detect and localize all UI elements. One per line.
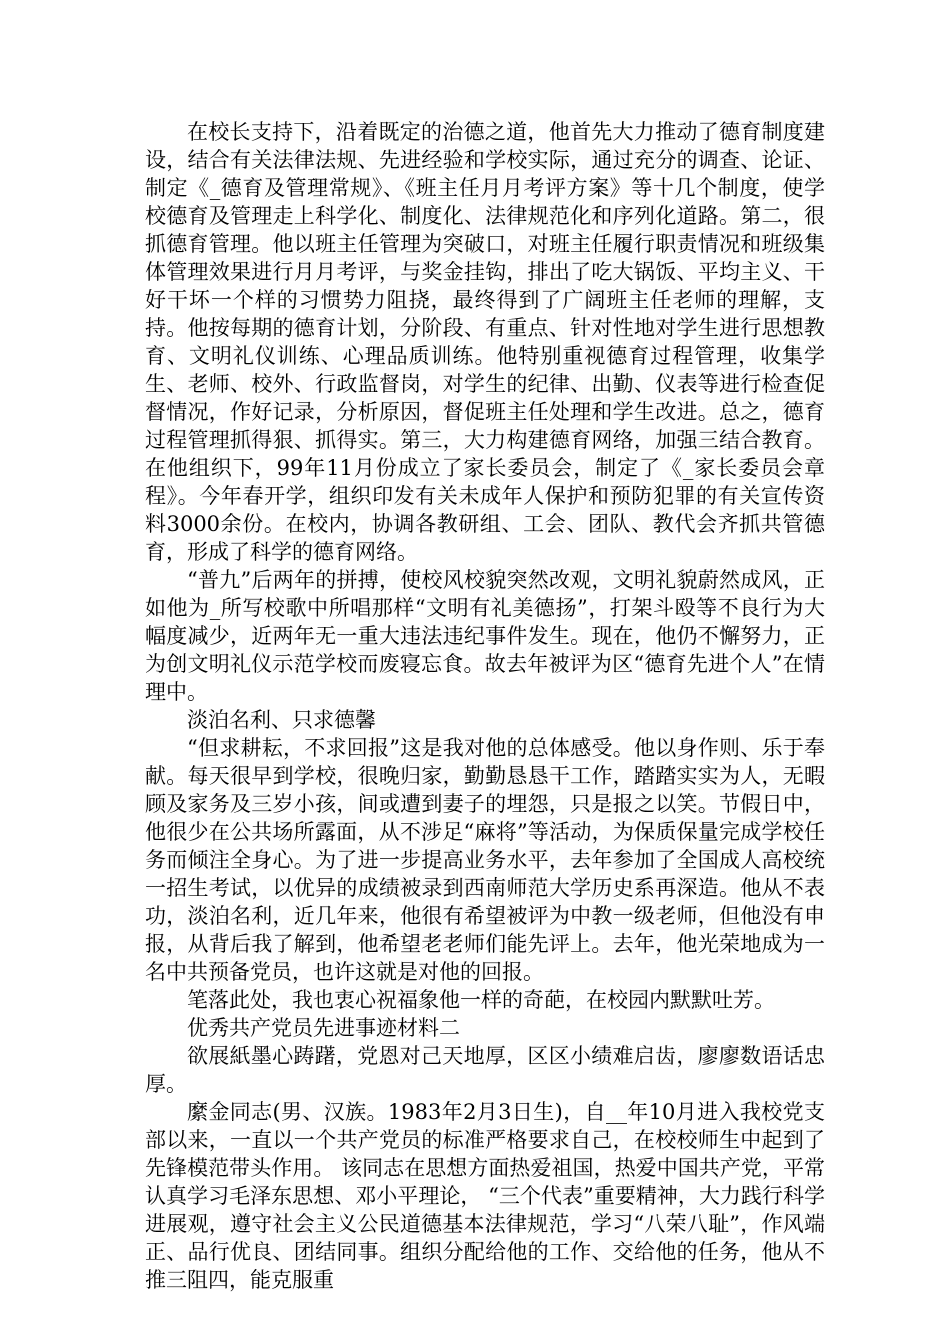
paragraph-blessing: 笔落此处，我也衷心祝福象他一样的奇葩，在校园内默默吐芳。 xyxy=(187,988,775,1012)
section-heading-indifferent-to-fame: 淡泊名利、只求德馨 xyxy=(187,708,376,732)
paragraph-dedication: “但求耕耘，不求回报”这是我对他的总体感受。他以身作则、乐于奉献。每天很早到学校，很晚归家，勤勤恳恳干工作，踏踏实实为人，无暇顾及家务及三岁小孩，间或遭到妻子的埋怨，只是报之以笑。节假日中，他很少在公共场所露面，从不涉足“麻将”等活动，为保质保量完成学校任务而倾注全身心。为了进一步提高业务水平，去年参加了全国成人高校统一招生考试，以优异的成绩被录到西南师范大学历史系再深造。他从不表功，淡泊名利，近几年来，他很有希望被评为中教一级老师，但他没有申报，从背后我了解到，他希望老老师们能先评上。去年，他光荣地成为一名中共预备党员，也许这就是对他的回报。 xyxy=(145,736,825,984)
section-heading-material-two: 优秀共产党员先进事迹材料二 xyxy=(187,1016,460,1040)
document-body xyxy=(145,118,825,1294)
paragraph-verse: 欲展紙墨心踌躇，党恩对己天地厚，区区小绩难启齿，廖廖数语话忠厚。 xyxy=(145,1044,825,1096)
paragraph-school-atmosphere: “普九”后两年的拼搏，使校风校貌突然改观，文明礼貌蔚然成风，正如他为_所写校歌中所唱那样“文明有礼美德扬”，打架斗殴等不良行为大幅度减少，近两年无一重大违法违纪事件发生。现在，他仍不懈努力，正为创文明礼仪示范学校而废寝忘食。故去年被评为区“德育先进个人”在情理中。 xyxy=(145,568,825,704)
paragraph-moral-education-system: 在校长支持下，沿着既定的治德之道，他首先大力推动了德育制度建设，结合有关法律法规、先进经验和学校实际，通过充分的调查、论证、制定《_德育及管理常规》、《班主任月月考评方案》等十几个制度，使学校德育及管理走上科学化、制度化、法律规范化和序列化道路。第二，很抓德育管理。他以班主任管理为突破口，对班主任履行职责情况和班级集体管理效果进行月月考评，与奖金挂钩，排出了吃大锅饭、平均主义、干好干坏一个样的习惯势力阻挠，最终得到了广阔班主任老师的理解，支持。他按每期的德育计划，分阶段、有重点、针对性地对学生进行思想教育、文明礼仪训练、心理品质训练。他特别重视德育过程管理，收集学生、老师、校外、行政监督岗，对学生的纪律、出勤、仪表等进行检查促督情况，作好记录，分析原因，督促班主任处理和学生改进。总之，德育过程管理抓得狠、抓得实。第三，大力构建德育网络，加强三结合教育。在他组织下，99年11月份成立了家长委员会，制定了《_家长委员会章程》。今年春开学，组织印发有关未成年人保护和预防犯罪的有关宣传资料3000余份。在校内，协调各教研组、工会、团队、教代会齐抓共管德育，形成了科学的德育网络。 xyxy=(145,120,825,564)
paragraph-comrade-profile: 縻金同志(男、汉族。1983年2月3日生)，自__年10月进入我校党支部以来，一直以一个共产党员的标准严格要求自己，在校校师生中起到了先锋模范带头作用。 该同志在思想方面热爱祖国，热爱中国共产党，平常认真学习毛泽东思想、邓小平理论， “三个代表”重要精神，大力践行科学进展观，遵守社会主义公民道德基本法律规范，学习“八荣八耻”，作风端正、品行优良、团结同事。组织分配给他的工作、交给他的任务，他从不推三阻四，能克服重 xyxy=(145,1100,825,1292)
